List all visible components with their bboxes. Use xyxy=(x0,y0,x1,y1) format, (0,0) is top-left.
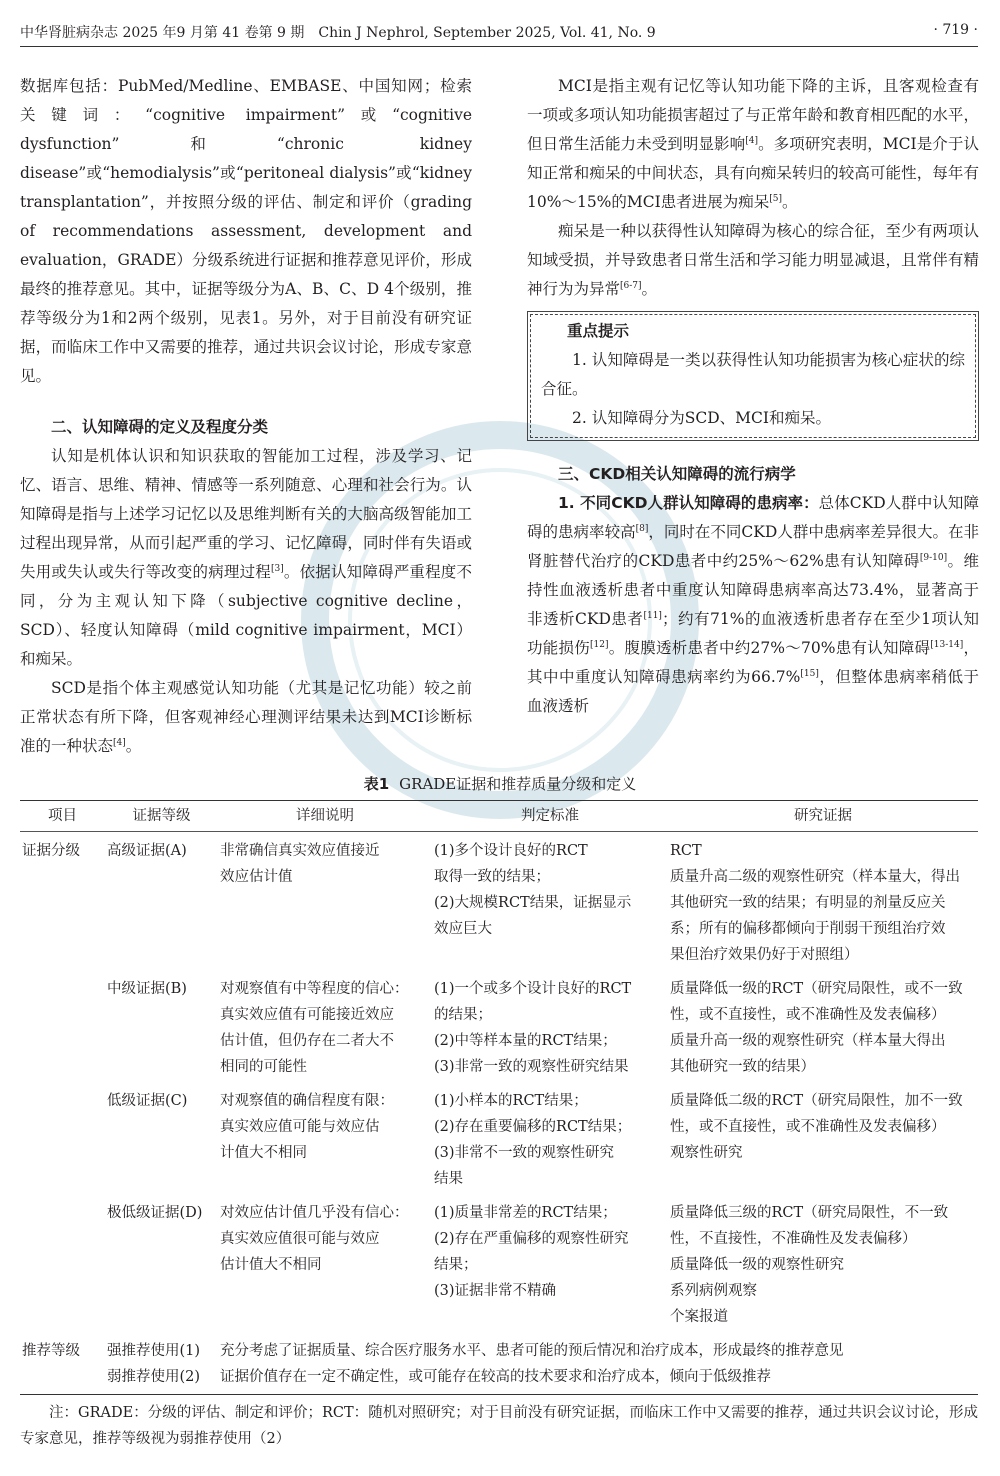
table-cell xyxy=(218,832,432,969)
table-row xyxy=(20,968,978,1080)
cell-line: (2)存在重要偏移的RCT结果； xyxy=(434,1119,632,1135)
table-cell xyxy=(218,1080,432,1192)
cell-line: 对效应估计值几乎没有信心： xyxy=(220,1205,409,1221)
cell-line: 性，不直接性，不准确性及发表偏移） xyxy=(670,1231,917,1247)
right-column xyxy=(527,72,979,721)
key-points-box xyxy=(530,314,976,438)
cell-line: 结果； xyxy=(434,1257,478,1273)
text-run: 三、CKD相关认知障碍的流行病学 xyxy=(558,465,796,483)
table-row xyxy=(20,832,978,969)
table-cell xyxy=(20,1080,105,1192)
cell-line: 质量降低二级的RCT（研究局限性，加不一致 xyxy=(670,1093,963,1109)
cell-line: (3)非常不一致的观察性研究 xyxy=(434,1145,615,1161)
text-run: 二、认知障碍的定义及程度分类 xyxy=(51,418,269,436)
table-cell xyxy=(20,1192,105,1330)
text-run: 数据库包括：PubMed/Medline、EMBASE、中国知网；检索关键词：“cognitive impairment”或“cognitive dysfunction”和“chronic kidney disease”或“hemodialysis”或“peritoneal dialysis”或“kidney transplantation”，并按照分级的评估、制定和评价（grading of recommendations assessment, development and evaluation，GRADE）分级系统进行证据和推荐意见评价，形成最终的推荐意见。其中，证据等级分为A、B、C、D 4个级别，推荐等级分为1和2两个级别，见表1。另外，对于目前没有研究证据，而临床工作中又需要的推荐，通过共识会议讨论，形成专家意见。 xyxy=(20,77,472,385)
cell-line: 计值大不相同 xyxy=(220,1145,307,1161)
cell-line: (2)存在严重偏移的观察性研究 xyxy=(434,1231,629,1247)
cell-line: (2)大规模RCT结果，证据显示 xyxy=(434,895,632,911)
text-run: 总体CKD人群中认知障碍的患病率较高 xyxy=(527,494,979,541)
table-title: GRADE证据和推荐质量分级和定义 xyxy=(399,775,637,793)
cell-line: (1)一个或多个设计良好的RCT xyxy=(434,981,632,997)
cell-line: (1)质量非常差的RCT结果； xyxy=(434,1205,617,1221)
cell-line: 的结果； xyxy=(434,1007,492,1023)
table-cell xyxy=(668,1192,978,1330)
running-header xyxy=(20,20,978,47)
cell-line: 其他研究一致的结果；有明显的剂量反应关 xyxy=(670,895,946,911)
text-run: ，同时在不同CKD人群中患病率差异很大。在非肾脏替代治疗的CKD患者中约25%～62%患有认知障碍 xyxy=(527,523,979,570)
key-point-item: 1. 认知障碍是一类以获得性认知功能损害为核心症状的综合征。 xyxy=(541,351,965,398)
citation-ref: [5] xyxy=(769,193,783,204)
grade-table xyxy=(20,800,978,1395)
cell-line: 中级证据(B) xyxy=(107,981,187,997)
cell-line: 个案报道 xyxy=(670,1309,728,1325)
section-heading xyxy=(527,460,979,489)
table-cell xyxy=(218,1192,432,1330)
citation-ref: [11] xyxy=(643,610,662,621)
table-cell: 证据价值存在一定不确定性，或可能存在较高的技术要求和治疗成本，倾向于低级推荐 xyxy=(218,1364,978,1395)
cell-line: 质量升高二级的观察性研究（样本量大，得出 xyxy=(670,869,960,885)
table-cell xyxy=(668,1080,978,1192)
cell-line: 质量降低一级的观察性研究 xyxy=(670,1257,844,1273)
cell-line: 性，或不直接性，或不准确性及发表偏移） xyxy=(670,1119,946,1135)
table-cell xyxy=(432,1192,668,1330)
table-cell xyxy=(105,1192,218,1330)
text-run: 痴呆是一种以获得性认知障碍为核心的综合征，至少有两项认知域受损，并导致患者日常生活和学习能力明显减退，且常伴有精神行为为异常 xyxy=(527,222,979,298)
table-cell: 弱推荐使用(2) xyxy=(105,1364,218,1395)
table-cell: 推荐等级 xyxy=(22,1343,80,1359)
text-run: MCI是指主观有记忆等认知功能下降的主诉，且客观检查有一项或多项认知功能损害超过了与正常年龄和教育相匹配的水平，但日常生活能力未受到明显影响 xyxy=(527,77,979,153)
citation-ref: [6-7] xyxy=(620,280,642,291)
table-header-row xyxy=(20,801,978,832)
text-run: 。腹膜透析患者中约27%～70%患有认知障碍 xyxy=(608,639,931,657)
table-caption xyxy=(0,773,1000,794)
text-run: ，其中中重度认知障碍患病率约为66.7% xyxy=(527,639,979,686)
table-cell xyxy=(20,832,105,969)
cell-line: 结果 xyxy=(434,1171,463,1187)
cell-line: 估计值，但仍存在二者大不 xyxy=(220,1033,394,1049)
citation-ref: [15] xyxy=(800,668,819,679)
cell-line: 极低级证据(D) xyxy=(107,1205,203,1221)
cell-line: (1)多个设计良好的RCT xyxy=(434,843,588,859)
cell-line: 效应估计值 xyxy=(220,869,293,885)
table-cell xyxy=(105,832,218,969)
table-cell xyxy=(105,968,218,1080)
cell-line: 质量降低一级的RCT（研究局限性，或不一致 xyxy=(670,981,963,997)
cell-line: 系列病例观察 xyxy=(670,1283,757,1299)
table-cell xyxy=(668,832,978,969)
journal-header: 中华肾脏病杂志 2025 年9 月第 41 卷第 9 期 Chin J Nephrol, September 2025, Vol. 41, No. 9 xyxy=(20,25,656,41)
table-cell xyxy=(20,968,105,1080)
citation-ref: [3] xyxy=(270,563,284,574)
cell-line: 果但治疗效果仍好于对照组） xyxy=(670,947,859,963)
citation-ref: [4] xyxy=(745,135,758,146)
table-cell xyxy=(432,968,668,1080)
key-point-item: 2. 认知障碍分为SCD、MCI和痴呆。 xyxy=(572,409,831,427)
table-cell xyxy=(432,832,668,969)
cell-line: 相同的可能性 xyxy=(220,1059,307,1075)
cell-line: 低级证据(C) xyxy=(107,1093,188,1109)
cell-line: 估计值大不相同 xyxy=(220,1257,322,1273)
recommendation-row xyxy=(20,1364,978,1395)
text-run: 。 xyxy=(641,280,658,298)
cell-line: (3)证据非常不精确 xyxy=(434,1283,557,1299)
text-run: 。依据认知障碍严重程度不同，分为主观认知下降（subjective cognitive decline，SCD）、轻度认知障碍（mild cognitive impairment，MCI）和痴呆。 xyxy=(20,563,472,668)
left-column xyxy=(20,72,472,761)
citation-ref: [9-10] xyxy=(919,552,948,563)
page-number: · 719 · xyxy=(933,22,978,38)
table-cell xyxy=(432,1080,668,1192)
key-points-title: 重点提示 xyxy=(567,322,630,340)
cell-line: RCT xyxy=(670,843,702,859)
table-cell xyxy=(218,968,432,1080)
table-cell: 强推荐使用(1) xyxy=(107,1343,201,1359)
column-header: 证据等级 xyxy=(105,801,218,832)
cell-line: 性，或不直接性，或不准确性及发表偏移） xyxy=(670,1007,946,1023)
cell-line: 质量升高一级的观察性研究（样本量大得出 xyxy=(670,1033,946,1049)
text-run: 认知是机体认识和知识获取的智能加工过程，涉及学习、记忆、语言、思维、精神、情感等一系列随意、心理和社会行为。认知障碍是指与上述学习记忆以及思维判断有关的大脑高级智能加工过程出现异常，从而引起严重的学习、记忆障碍，同时伴有失语或失用或失认或失行等改变的病理过程 xyxy=(20,447,472,581)
citation-ref: [8] xyxy=(635,523,649,534)
text-run: ，但整体患病率稍低于血液透析 xyxy=(527,668,979,715)
cell-line: 效应巨大 xyxy=(434,921,492,937)
text-run: ；约有71%的血液透析患者存在至少1项认知功能损伤 xyxy=(527,610,979,657)
cell-line: 对观察值的确信程度有限： xyxy=(220,1093,394,1109)
column-header: 项目 xyxy=(20,801,105,832)
cell-line: 非常确信真实效应值接近 xyxy=(220,843,380,859)
paragraph xyxy=(527,217,979,304)
text-run: SCD是指个体主观感觉认知功能（尤其是记忆功能）较之前正常状态有所下降，但客观神经心理测评结果未达到MCI诊断标准的一种状态 xyxy=(20,679,472,755)
cell-line: 其他研究一致的结果） xyxy=(670,1059,815,1075)
table-cell xyxy=(668,968,978,1080)
text-run: 。 xyxy=(782,193,798,211)
paragraph xyxy=(20,674,472,761)
column-header: 研究证据 xyxy=(668,801,978,832)
citation-ref: [12] xyxy=(590,639,609,650)
table-cell xyxy=(105,1080,218,1192)
cell-line: 系；所有的偏移都倾向于削弱干预组治疗效 xyxy=(670,921,946,937)
paragraph xyxy=(527,489,979,721)
cell-line: 真实效应值很可能与效应 xyxy=(220,1231,380,1247)
citation-ref: [13-14] xyxy=(930,639,964,650)
table-note: 注：GRADE：分级的评估、制定和评价；RCT：随机对照研究；对于目前没有研究证据，而临床工作中又需要的推荐，通过共识会议讨论，形成专家意见，推荐等级视为弱推荐使用（2） xyxy=(20,1405,978,1447)
section-heading xyxy=(20,413,472,442)
paragraph xyxy=(20,72,472,391)
cell-line: (1)小样本的RCT结果； xyxy=(434,1093,588,1109)
recommendation-row xyxy=(20,1330,978,1364)
table-row xyxy=(20,1192,978,1330)
subsection-lead: 1. 不同CKD人群认知障碍的患病率： xyxy=(558,494,819,512)
cell-line: 证据分级 xyxy=(22,843,80,859)
table-label: 表1 xyxy=(363,775,390,793)
cell-line: 对观察值有中等程度的信心： xyxy=(220,981,409,997)
cell-line: 真实效应值有可能接近效应 xyxy=(220,1007,394,1023)
cell-line: 观察性研究 xyxy=(670,1145,743,1161)
table-cell: 充分考虑了证据质量、综合医疗服务水平、患者可能的预后情况和治疗成本，形成最终的推荐意见 xyxy=(220,1343,844,1359)
paragraph xyxy=(20,442,472,674)
cell-line: 高级证据(A) xyxy=(107,843,187,859)
column-header: 详细说明 xyxy=(218,801,432,832)
paragraph xyxy=(527,72,979,217)
table-row xyxy=(20,1080,978,1192)
cell-line: 质量降低三级的RCT（研究局限性，不一致 xyxy=(670,1205,949,1221)
cell-line: 真实效应值可能与效应估 xyxy=(220,1119,380,1135)
cell-line: 取得一致的结果； xyxy=(434,869,550,885)
cell-line: (3)非常一致的观察性研究结果 xyxy=(434,1059,629,1075)
text-run: 。 xyxy=(125,737,142,755)
text-run: 。多项研究表明，MCI是介于认知正常和痴呆的中间状态，具有向痴呆转归的较高可能性，每年有10%～15%的MCI患者进展为痴呆 xyxy=(527,135,979,211)
cell-line: (2)中等样本量的RCT结果； xyxy=(434,1033,617,1049)
citation-ref: [4] xyxy=(113,737,126,748)
table-cell xyxy=(20,1364,105,1395)
text-run: 。维持性血液透析患者中重度认知障碍患病率高达73.4%，显著高于非透析CKD患者 xyxy=(527,552,979,628)
column-header: 判定标准 xyxy=(432,801,668,832)
